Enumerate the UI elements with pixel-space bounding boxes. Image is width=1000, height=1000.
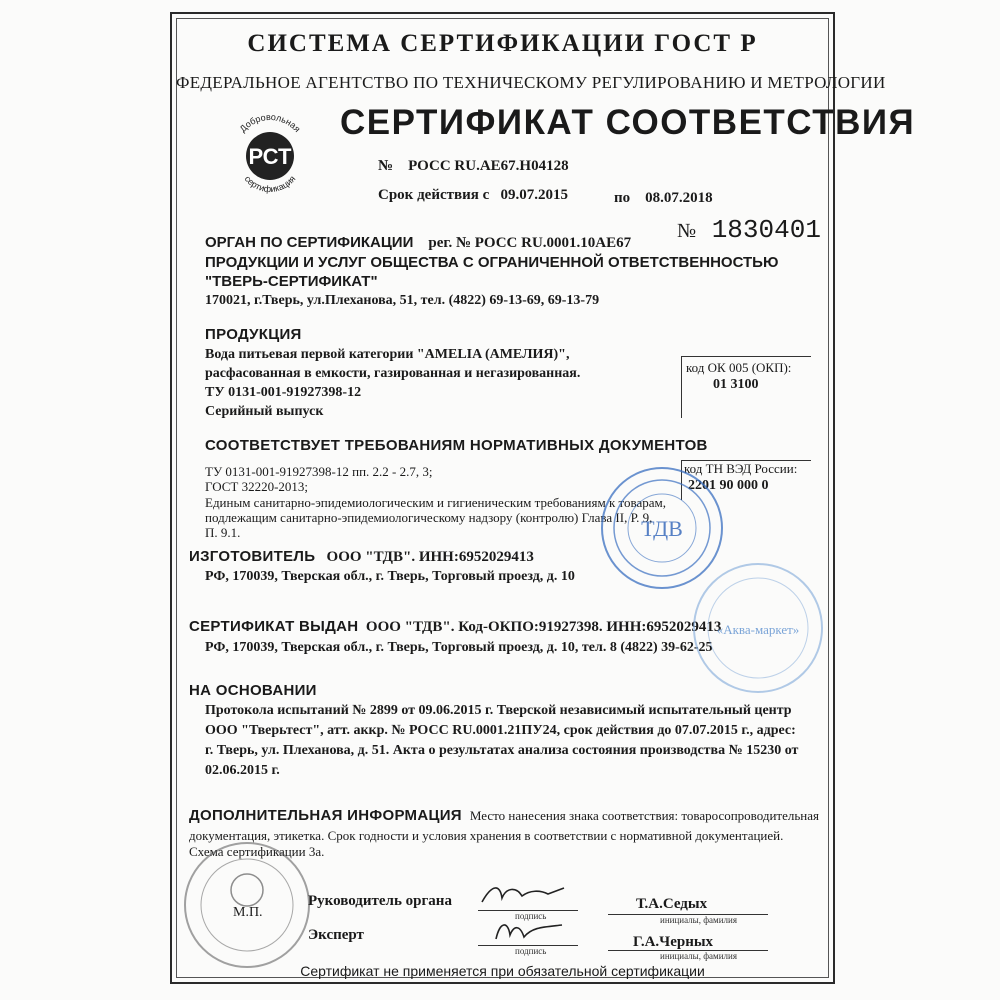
product-line-2: расфасованная в емкости, газированная и негазированная.	[205, 366, 581, 381]
conformity-line-1: ТУ 0131-001-91927398-12 пп. 2.2 - 2.7, 3;	[205, 464, 433, 479]
tdv-stamp-center: ТДВ	[641, 516, 683, 541]
certificate-number-row	[378, 158, 569, 175]
serial-label: №	[677, 220, 697, 242]
issued-address: РФ, 170039, Тверская обл., г. Тверь, Торговый проезд, д. 10, тел. 8 (4822) 39-62-25	[205, 640, 713, 655]
aqua-market-stamp	[688, 558, 828, 698]
additional-line-3: Схема сертификации 3а.	[189, 844, 325, 859]
basis-label: НА ОСНОВАНИИ	[189, 682, 317, 699]
issued-name: ООО "ТДВ". Код-ОКПО:91927398. ИНН:6952029413	[365, 619, 722, 635]
org-label-row	[205, 234, 631, 252]
expert-label: Эксперт	[308, 927, 364, 943]
product-line-4: Серийный выпуск	[205, 404, 324, 419]
valid-to: 08.07.2018	[645, 190, 713, 206]
head-name-caption: инициалы, фамилия	[660, 915, 737, 925]
basis-line-2: ООО "Тверьтест", атт. аккр. № РОСС RU.0001.21ПУ24, срок действия до 07.07.2015 г., адрес:	[205, 723, 796, 738]
org-reg-number: рег. № РОСС RU.0001.10АЕ67	[428, 235, 632, 251]
logo-mark: РСТ	[248, 144, 292, 169]
serial-number-row	[677, 215, 821, 245]
additional-row	[189, 807, 819, 825]
conformity-line-2: ГОСТ 32220-2013;	[205, 479, 309, 494]
additional-line-1: Место нанесения знака соответствия: товаросопроводительная	[469, 808, 819, 823]
valid-to-label: по	[614, 190, 631, 206]
conformity-label: СООТВЕТСТВУЕТ ТРЕБОВАНИЯМ НОРМАТИВНЫХ ДОКУМЕНТОВ	[205, 437, 708, 454]
mp-mark: М.П.	[233, 905, 263, 920]
manufacturer-name: ООО "ТДВ". ИНН:6952029413	[326, 549, 534, 565]
manufacturer-address: РФ, 170039, Тверская обл., г. Тверь, Торговый проезд, д. 10	[205, 569, 575, 584]
valid-to-row	[614, 190, 713, 207]
additional-label: ДОПОЛНИТЕЛЬНАЯ ИНФОРМАЦИЯ	[189, 807, 462, 824]
org-name-quoted: "ТВЕРЬ-СЕРТИФИКАТ"	[205, 273, 378, 290]
product-label: ПРОДУКЦИЯ	[205, 326, 302, 343]
head-name: Т.А.Седых	[636, 896, 708, 912]
validity-row	[378, 187, 568, 204]
expert-name-caption: инициалы, фамилия	[660, 951, 737, 961]
product-line-1: Вода питьевая первой категории "AMELIA (АМЕЛИЯ)",	[205, 347, 570, 362]
issued-row	[189, 618, 721, 636]
aqua-stamp-center: «Аква-маркет»	[716, 622, 800, 637]
conformity-line-5: П. 9.1.	[205, 525, 241, 540]
org-name-line: ПРОДУКЦИИ И УСЛУГ ОБЩЕСТВА С ОГРАНИЧЕННОЙ ОТВЕТСТВЕННОСТЬЮ	[205, 254, 779, 271]
head-label: Руководитель органа	[308, 893, 452, 909]
agency-title: ФЕДЕРАЛЬНОЕ АГЕНТСТВО ПО ТЕХНИЧЕСКОМУ РЕГУЛИРОВАНИЮ И МЕТРОЛОГИИ	[176, 73, 886, 92]
manufacturer-row	[189, 548, 534, 566]
basis-line-4: 02.06.2015 г.	[205, 763, 280, 778]
manufacturer-label: ИЗГОТОВИТЕЛЬ	[189, 548, 316, 565]
additional-line-2: документация, этикетка. Срок годности и условия хранения в соответствии с нормативной документацией.	[189, 828, 784, 843]
okp-value: 01 3100	[713, 377, 759, 392]
issued-label: СЕРТИФИКАТ ВЫДАН	[189, 618, 359, 635]
expert-name: Г.А.Черных	[633, 934, 714, 950]
serial-number: 1830401	[711, 215, 821, 245]
basis-line-1: Протокола испытаний № 2899 от 09.06.2015 г. Тверской независимый испытательный центр	[205, 703, 792, 718]
expert-signature	[490, 915, 570, 947]
logo-bottom-text: сертификация	[242, 173, 298, 195]
expert-signature-caption: подпись	[515, 946, 547, 956]
tnved-value: 2201 90 000 0	[688, 478, 769, 493]
voluntary-certification-logo	[226, 110, 314, 198]
head-signature	[478, 880, 568, 910]
tnved-label: код ТН ВЭД России:	[684, 461, 798, 476]
basis-line-3: г. Тверь, ул. Плеханова, д. 51. Акта о результатах анализа состояния производства № 15230 от	[205, 743, 799, 758]
okp-label: код ОК 005 (ОКП):	[686, 360, 792, 375]
system-title: СИСТЕМА СЕРТИФИКАЦИИ ГОСТ Р	[247, 30, 758, 57]
org-address: 170021, г.Тверь, ул.Плеханова, 51, тел. (4822) 69-13-69, 69-13-79	[205, 293, 600, 308]
conformity-line-3: Единым санитарно-эпидемиологическим и гигиеническим требованиям к товарам,	[205, 495, 667, 510]
valid-label: Срок действия с	[378, 187, 490, 203]
valid-from: 09.07.2015	[500, 187, 568, 203]
head-signature-caption: подпись	[515, 911, 547, 921]
footer-note: Сертификат не применяется при обязательной сертификации	[300, 963, 705, 979]
org-label: ОРГАН ПО СЕРТИФИКАЦИИ	[205, 234, 414, 251]
logo-top-text: Добровольная	[237, 111, 303, 135]
certificate-title: СЕРТИФИКАТ СООТВЕТСТВИЯ	[340, 103, 916, 142]
product-line-3: ТУ 0131-001-91927398-12	[205, 385, 362, 400]
number-label: №	[378, 158, 394, 174]
certificate-number: РОСС RU.АЕ67.Н04128	[408, 158, 569, 174]
conformity-line-4: подлежащим санитарно-эпидемиологическому надзору (контролю) Глава II, Р. 9,	[205, 510, 653, 525]
svg-text:Добровольная	[238, 112, 303, 134]
